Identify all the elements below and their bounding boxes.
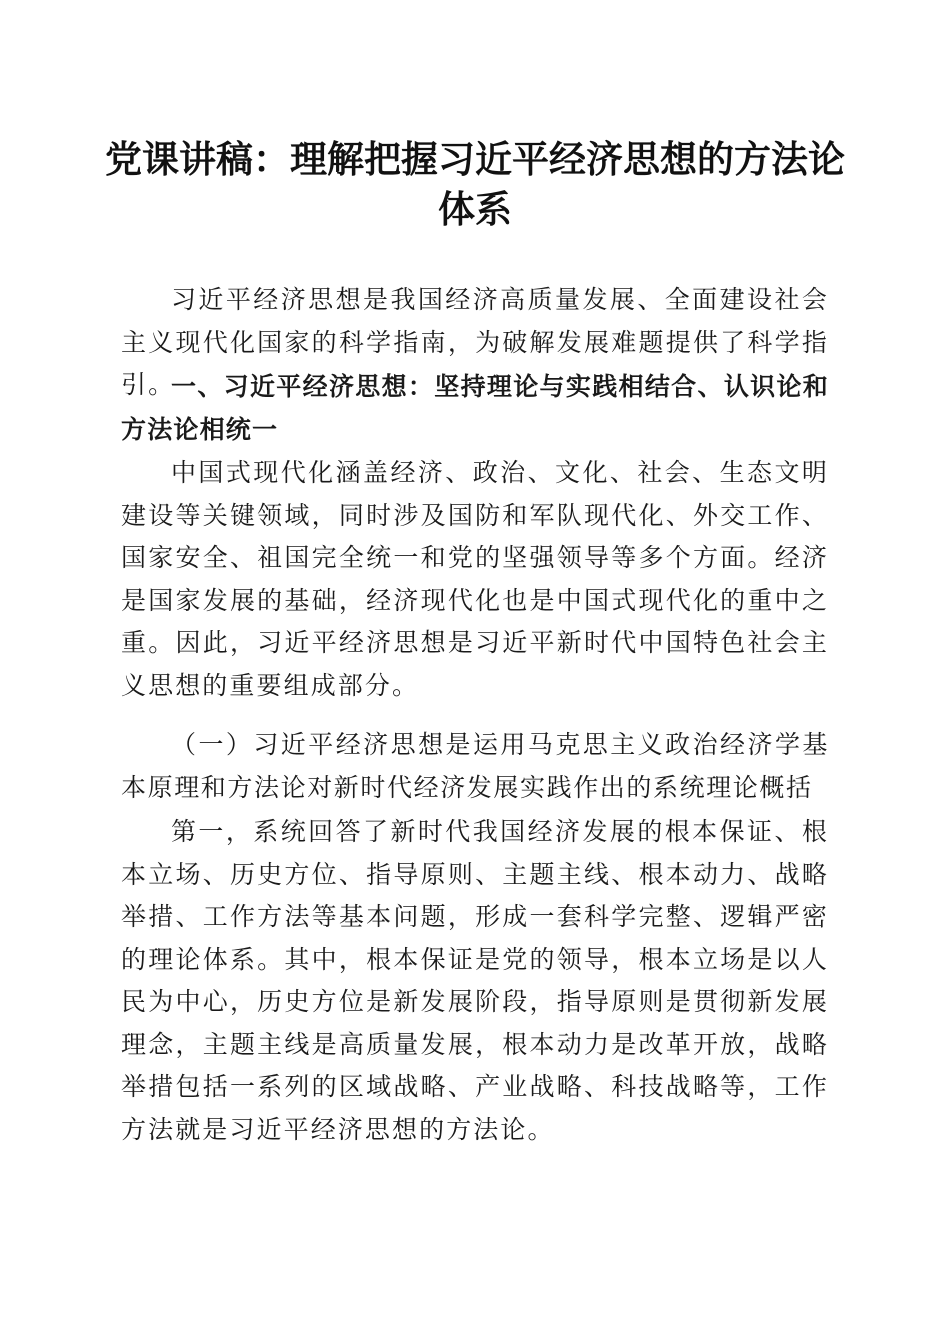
- document-title: 党课讲稿：理解把握习近平经济思想的方法论体系: [105, 137, 845, 231]
- section-1-heading: 一、习近平经济思想：坚持理论与实践相结合、认识论和方法论相统一: [121, 372, 829, 444]
- section-1-paragraph: 中国式现代化涵盖经济、政治、文化、社会、生态文明建设等关键领域，同时涉及国防和军队现代化、外交工作、国家安全、祖国完全统一和党的坚强领导等多个方面。经济是国家发展的基础，经济现代化也是中国式现代化的重中之重。因此，习近平经济思想是习近平新时代中国特色社会主义思想的重要组成部分。: [121, 458, 829, 700]
- subsection-1-paragraph: 第一，系统回答了新时代我国经济发展的根本保证、根本立场、历史方位、指导原则、主题主线、根本动力、战略举措、工作方法等基本问题，形成一套科学完整、逻辑严密的理论体系。其中，根本保证是党的领导，根本立场是以人民为中心，历史方位是新发展阶段，指导原则是贯彻新发展理念，主题主线是高质量发展，根本动力是改革开放，战略举措包括一系列的区域战略、产业战略、科技战略等，工作方法就是习近平经济思想的方法论。: [121, 817, 829, 1144]
- intro-paragraph: 习近平经济思想是我国经济高质量发展、全面建设社会主义现代化国家的科学指南，为破解发展难题提供了科学指引。: [121, 285, 829, 399]
- subsection-1-heading: （一）习近平经济思想是运用马克思主义政治经济学基本原理和方法论对新时代经济发展实践作出的系统理论概括: [121, 730, 829, 802]
